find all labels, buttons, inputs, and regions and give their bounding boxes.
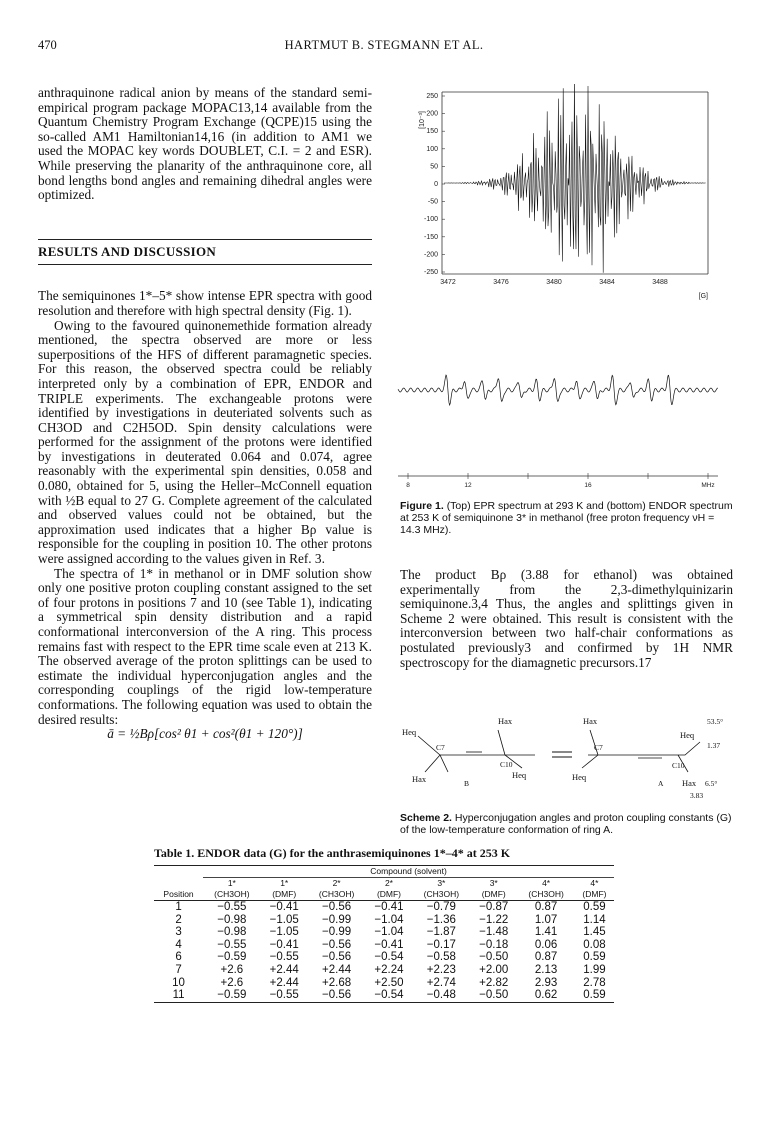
label-c10-2: C10 bbox=[672, 761, 685, 770]
table-cell: −1.04 bbox=[374, 926, 404, 939]
angle-6-5: 6.5° bbox=[705, 779, 718, 788]
epr-trace bbox=[444, 84, 706, 273]
scheme-caption bbox=[400, 812, 733, 836]
label-c7-1: C7 bbox=[436, 743, 445, 752]
table-cell: −1.05 bbox=[269, 926, 299, 939]
table-cell: −0.41 bbox=[374, 938, 404, 951]
label-heq-1: Heq bbox=[402, 727, 417, 737]
table-row bbox=[154, 926, 614, 939]
table-cell: 2 bbox=[175, 913, 182, 926]
table-cell: −0.98 bbox=[217, 913, 247, 926]
table-cell: 0.08 bbox=[583, 938, 606, 951]
label-hax-2: Hax bbox=[412, 774, 427, 784]
table-cell: −1.87 bbox=[426, 926, 456, 939]
table-cell: −1.05 bbox=[269, 913, 299, 926]
table-cell: 0.59 bbox=[583, 951, 606, 964]
y-tick-label: -200 bbox=[423, 251, 438, 259]
table-cell: 10 bbox=[172, 976, 185, 989]
endor-x-tick-labels bbox=[406, 473, 714, 489]
x-tick-labels bbox=[440, 279, 668, 286]
table-cell: 2.78 bbox=[583, 976, 606, 989]
table-row bbox=[154, 914, 614, 927]
label-heq-3: Heq bbox=[572, 772, 587, 782]
page-header bbox=[0, 38, 768, 56]
label-hax-3: Hax bbox=[583, 716, 598, 726]
table-cell: −0.18 bbox=[479, 938, 509, 951]
table-cell: −0.59 bbox=[217, 989, 247, 1002]
left-column bbox=[38, 86, 372, 742]
table-1 bbox=[154, 846, 614, 1003]
solvent-header: (CH3OH) bbox=[423, 889, 460, 899]
y-tick-label: 50 bbox=[430, 163, 438, 171]
x-tick-label: 3488 bbox=[652, 279, 668, 286]
paragraph-results-3: The spectra of 1* in methanol or in DMF solution show only one positive proton coupling constant assigned to the set of four protons in positions 7 and 10 (see Table 1), indicating a symmetrical spin density distribution and a rapid conformational interconversion of the A ring. This process remains fast with respect to the EPR time scale even at 213 K. The observed average of the proton splittings can be used to estimate the individual hyperconjugation angles and the corresponding couplings of the rigid low-temperature conformations. The following equation was used to obtain the desired results: bbox=[38, 565, 372, 727]
label-heq-4: Heq bbox=[680, 730, 695, 740]
epr-spectrum-panel bbox=[419, 84, 708, 300]
compound-header: 1* bbox=[227, 878, 236, 888]
compound-header: 2* bbox=[384, 878, 393, 888]
table-row bbox=[154, 939, 614, 952]
table-cell: 1 bbox=[175, 901, 182, 913]
table-row bbox=[154, 951, 614, 964]
table-cell: 7 bbox=[175, 963, 182, 976]
x-tick-label: 3484 bbox=[599, 279, 615, 286]
paragraph-results-2: Owing to the favoured quinonemethide formation already mentioned, the spectra observed are more or less superpositions of the HFS of different paramagnetic species. For this reason, the observed spectra could be reliably interpreted only by a combination of EPR, ENDOR and TRIPLE experiments. The exchangeable protons were identified by investigations in deuteriated solvents such as CH3OD and C2H5OD. Spin density calculations were performed for the assignment of the protons were identified by investigations in deuterated 0.064 and 0.074, agree reasonably with the experimental spin densities, 0.058 and 0.080, obtained for 5, using the Heller–McConnell equation with ½B equal to 27 G. Complete agreement of the calculated and observed values could not be obtained, but the approximation used indicates that a higher Bρ value is responsible for the coupling in position 10. The other protons were assigned according to the values given in Ref. 3. bbox=[38, 317, 372, 567]
table-row bbox=[154, 964, 614, 977]
table-cell: −0.55 bbox=[269, 989, 299, 1002]
table-cell: +2.50 bbox=[374, 976, 404, 989]
table-cell: −0.41 bbox=[269, 901, 299, 913]
table-row bbox=[154, 977, 614, 990]
table-cell: −0.50 bbox=[479, 951, 509, 964]
table-cell: −1.04 bbox=[374, 913, 404, 926]
table-cell: 0.59 bbox=[583, 901, 606, 913]
table-cell: +2.44 bbox=[322, 963, 352, 976]
table-cell: +2.6 bbox=[220, 963, 244, 976]
running-head: HARTMUT B. STEGMANN ET AL. bbox=[284, 38, 484, 52]
right-column-text bbox=[400, 568, 733, 670]
table-cell: −0.55 bbox=[217, 901, 247, 913]
table-cell: 1.99 bbox=[583, 963, 606, 976]
table-cell: −0.99 bbox=[322, 926, 352, 939]
compound-header: 3* bbox=[489, 878, 498, 888]
table-cell: 3 bbox=[175, 926, 182, 939]
y-tick-label: 150 bbox=[426, 128, 438, 136]
table-cell: 1.41 bbox=[534, 926, 558, 939]
table-cell: +2.24 bbox=[374, 963, 404, 976]
table-title: Table 1. ENDOR data (G) for the anthrasemiquinones 1*–4* at 253 K bbox=[154, 846, 511, 860]
table-cell: 1.14 bbox=[583, 913, 606, 926]
table-cell: −1.36 bbox=[426, 913, 456, 926]
table-cell: −0.54 bbox=[374, 989, 404, 1002]
table-cell: 0.87 bbox=[534, 951, 558, 964]
table-cell: −0.56 bbox=[322, 951, 352, 964]
scheme-caption-text: Hyperconjugation angles and proton coupling constants (G) of the low-temperature conformation of ring A. bbox=[400, 812, 732, 836]
table-cell: −0.17 bbox=[426, 938, 456, 951]
endor-data-table bbox=[154, 865, 614, 1003]
table-cell: −0.54 bbox=[374, 951, 404, 964]
table-cell: −0.99 bbox=[322, 913, 352, 926]
table-row bbox=[154, 901, 614, 914]
table-cell: −0.79 bbox=[426, 901, 456, 913]
table-cell: −0.55 bbox=[217, 938, 247, 951]
y-tick-label: -100 bbox=[423, 216, 438, 224]
y-tick-label: 250 bbox=[426, 93, 438, 100]
label-hax-4: Hax bbox=[682, 778, 697, 788]
y-unit-label: [10⁻³] bbox=[419, 111, 426, 129]
table-cell: 11 bbox=[172, 989, 185, 1002]
table-cell: 0.59 bbox=[583, 989, 606, 1002]
page-number: 470 bbox=[38, 38, 57, 52]
table-cell: +2.6 bbox=[220, 976, 244, 989]
table-cell: −0.59 bbox=[217, 951, 247, 964]
table-cell: 1.45 bbox=[583, 926, 606, 939]
group-header: Compound (solvent) bbox=[203, 866, 614, 878]
equation: ā = ½Bρ[cos² θ1 + cos²(θ1 + 120°)] bbox=[107, 726, 303, 742]
y-tick-label: 100 bbox=[426, 145, 438, 153]
table-cell: +2.74 bbox=[426, 976, 456, 989]
table-cell: −0.56 bbox=[322, 901, 352, 913]
solvent-header: (DMF) bbox=[272, 889, 297, 899]
label-B: B bbox=[464, 779, 470, 788]
scheme-2-diagram bbox=[400, 710, 735, 810]
solvent-header-row bbox=[154, 889, 614, 901]
endor-x-tick-label: MHz bbox=[701, 482, 715, 489]
endor-x-tick-label: 12 bbox=[464, 482, 472, 489]
table-cell: −0.58 bbox=[426, 951, 456, 964]
table-cell: −1.22 bbox=[479, 913, 509, 926]
table-body bbox=[154, 901, 614, 1003]
scheme-caption-label: Scheme 2. bbox=[400, 812, 452, 824]
x-tick-label: 3480 bbox=[546, 279, 562, 286]
table-cell: 0.06 bbox=[534, 938, 558, 951]
x-tick-label: 3472 bbox=[440, 279, 456, 286]
table-cell: −0.41 bbox=[374, 901, 404, 913]
compound-header: 4* bbox=[590, 878, 599, 888]
label-c10-1: C10 bbox=[500, 760, 513, 769]
table-cell: −0.87 bbox=[479, 901, 509, 913]
table-cell: +2.44 bbox=[269, 976, 299, 989]
table-cell: 2.93 bbox=[534, 976, 558, 989]
table-cell: +2.23 bbox=[426, 963, 456, 976]
y-tick-label: 200 bbox=[426, 110, 438, 118]
table-cell: 0.62 bbox=[534, 989, 558, 1002]
x-unit-label: [G] bbox=[698, 293, 708, 300]
endor-trace bbox=[398, 375, 718, 405]
figure-caption-label: Figure 1. bbox=[400, 500, 444, 512]
angle-53-5: 53.5° bbox=[707, 717, 724, 726]
label-A: A bbox=[658, 779, 664, 788]
endor-spectrum-panel bbox=[398, 375, 718, 489]
y-tick-label: -50 bbox=[427, 198, 438, 206]
compound-header: 4* bbox=[542, 878, 551, 888]
table-cell: −0.55 bbox=[269, 951, 299, 964]
table-cell: −0.56 bbox=[322, 989, 352, 1002]
table-cell: −0.98 bbox=[217, 926, 247, 939]
table-cell: 0.87 bbox=[534, 901, 558, 913]
endor-x-tick-label: 16 bbox=[584, 482, 592, 489]
table-cell: 1.07 bbox=[534, 913, 558, 926]
section-heading: RESULTS AND DISCUSSION bbox=[38, 239, 372, 266]
table-cell: 6 bbox=[175, 951, 182, 964]
paragraph-methods: anthraquinone radical anion by means of the standard semi-empirical program package MOPAC13,14 available from the Quantum Chemistry Program Exchange (QCPE)15 using the so-called AM1 Hamiltonian14,16 (in addition to AM1 we used the MOPAC key words DOUBLET, C.I. = 2 and ESR). While preserving the planarity of the anthraquinone core, all bond lengths bond angles and remaining dihedral angles were optimized. bbox=[38, 85, 372, 203]
table-cell: +2.44 bbox=[269, 963, 299, 976]
figure-caption bbox=[400, 500, 733, 536]
position-header: Position bbox=[163, 889, 194, 899]
table-cell: +2.00 bbox=[479, 963, 509, 976]
x-tick-label: 3476 bbox=[493, 279, 509, 286]
table-cell: 4 bbox=[175, 938, 182, 951]
table-cell: −0.41 bbox=[269, 938, 299, 951]
y-tick-label: -150 bbox=[423, 233, 438, 241]
table-row bbox=[154, 989, 614, 1002]
solvent-header: (DMF) bbox=[376, 889, 402, 899]
value-1-37: 1.37 bbox=[707, 741, 721, 750]
solvent-header: (CH3OH) bbox=[318, 889, 355, 899]
table-cell: 2.13 bbox=[534, 963, 558, 976]
paragraph-results-1: The semiquinones 1*–5* show intense EPR spectra with good resolution and therefore with high spectral density (Fig. 1). bbox=[38, 288, 372, 318]
compound-header: 1* bbox=[280, 878, 289, 888]
solvent-header: (DMF) bbox=[481, 889, 506, 899]
compound-header: 3* bbox=[437, 878, 446, 888]
endor-x-tick-label: 8 bbox=[406, 482, 410, 489]
compound-header: 2* bbox=[332, 878, 341, 888]
table-cell: −0.48 bbox=[426, 989, 456, 1002]
table-cell: +2.82 bbox=[479, 976, 509, 989]
figure-caption-text: (Top) EPR spectrum at 293 K and (bottom) ENDOR spectrum at 253 K of semiquinone 3* in methanol (free proton frequency νH = 14.3 MHz). bbox=[400, 500, 733, 536]
table-cell: −0.56 bbox=[322, 938, 352, 951]
solvent-header: (CH3OH) bbox=[214, 889, 250, 899]
solvent-header: (DMF) bbox=[582, 889, 607, 899]
table-cell: −0.50 bbox=[479, 989, 509, 1002]
figure-1 bbox=[388, 84, 733, 494]
table-cell: −1.48 bbox=[479, 926, 509, 939]
label-heq-2: Heq bbox=[512, 770, 527, 780]
y-tick-label: -250 bbox=[423, 269, 438, 276]
paragraph-right-1: The product Bρ (3.88 for ethanol) was obtained experimentally from the 2,3-dimethylquinizarin semiquinone.3,4 Thus, the angles and splittings given in Scheme 2 were obtained. This result is consistent with the interconversion between two half-chair conformations as postulated previously3 and confirmed by 1H NMR spectroscopy for the diamagnetic precursors.17 bbox=[400, 567, 733, 670]
y-tick-label: 0 bbox=[434, 181, 438, 188]
table-cell: +2.68 bbox=[322, 976, 352, 989]
compound-header-row bbox=[154, 878, 614, 890]
label-c7-2: C7 bbox=[594, 743, 603, 752]
label-hax-1: Hax bbox=[498, 716, 513, 726]
solvent-header: (CH3OH) bbox=[528, 889, 564, 899]
value-3-83: 3.83 bbox=[690, 791, 704, 800]
